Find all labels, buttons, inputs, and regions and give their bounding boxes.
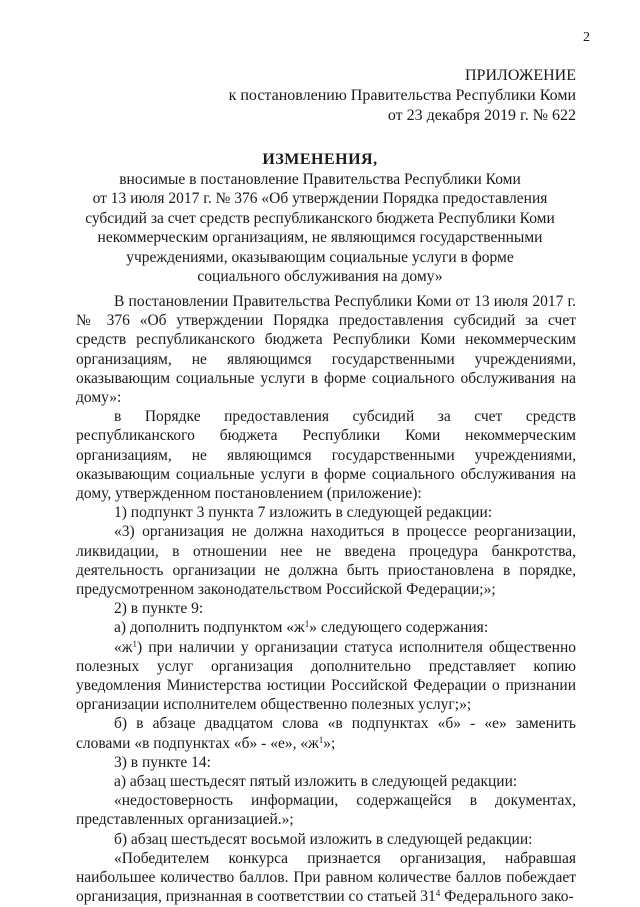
paragraph	[76, 618, 576, 637]
paragraph-text: Федерального зако-	[440, 888, 574, 906]
paragraph: «3) организация не должна находиться в процессе реорганизации, ликвидации, в отношении нее не введена процедура банкротства, деятельность организации не должна быть приостановлена в порядке, предусмотренном законодательством Российской Федерации;»;	[76, 523, 576, 599]
page-number: 2	[583, 30, 590, 45]
superscript: 1	[318, 734, 324, 745]
paragraph: б) абзац шестьдесят восьмой изложить в следующей редакции:	[114, 830, 533, 848]
appendix-date: от 23 декабря 2019 г. № 622	[387, 107, 576, 124]
document-title	[60, 150, 580, 287]
paragraph-text: » следующего содержания:	[309, 619, 489, 637]
appendix-label: ПРИЛОЖЕНИЕ	[464, 67, 576, 84]
title-line: учреждениями, оказывающим социальные услуги в форме	[126, 248, 514, 266]
paragraph-text: «Победителем конкурса признается организация, набравшая наибольшее количество баллов. При равном количестве баллов побеждает организация, признанная в соответствии со статьей 31	[76, 849, 576, 906]
paragraph-text: »;	[323, 734, 336, 752]
paragraph: 1) подпункт 3 пункта 7 изложить в следующей редакции:	[114, 504, 493, 522]
paragraph: В постановлении Правительства Республики Коми от 13 июля 2017 г. № 376 «Об утверждении Порядка предоставления субсидий за счет средств республиканского бюджета Республики Коми некоммерческим организациям, не являющимся государственными учреждениями, оказывающим социальные услуги в форме социального обслуживания на дому»:	[76, 293, 576, 407]
paragraph-text: а) дополнить подпунктом «ж	[114, 619, 305, 637]
document-body	[76, 292, 576, 907]
title-line: от 13 июля 2017 г. № 376 «Об утверждении Порядка предоставления	[92, 190, 548, 207]
paragraph: «недостоверность информации, содержащейся в документах, представленных организацией.»;	[76, 792, 576, 829]
paragraph	[76, 638, 576, 715]
paragraph: 2) в пункте 9:	[114, 600, 204, 618]
paragraph: в Порядке предоставления субсидий за счет средств республиканского бюджета Республики Коми некоммерческим организациям, не являющимся государственными учреждениями, оказывающим социальные услуги в форме социального обслуживания на дому, утвержденном постановлением (приложение):	[76, 408, 576, 503]
superscript: 1	[132, 638, 137, 649]
title-heading: ИЗМЕНЕНИЯ,	[262, 151, 378, 168]
paragraph	[76, 714, 576, 752]
paragraph: 3) в пункте 14:	[114, 753, 211, 771]
paragraph-text: ) при наличии у организации статуса исполнителя общественно полезных услуг организация дополнительно представляет копию уведомления Министерства юстиции Российской Федерации о признании организации исполнителем общественно полезных услуг;»;	[76, 638, 576, 714]
paragraph-text: б) в абзаце двадцатом слова «в подпунктах «б» - «е» заменить словами «в подпунктах «б» - «е», «ж	[76, 715, 576, 752]
title-line: вносимые в постановление Правительства Республики Коми	[119, 170, 521, 188]
superscript: 1	[304, 619, 310, 630]
paragraph: а) абзац шестьдесят пятый изложить в следующей редакции:	[114, 773, 518, 791]
superscript: 4	[435, 888, 441, 899]
appendix-reference: к постановлению Правительства Республики Коми	[228, 87, 576, 104]
title-line: социального обслуживания на дому»	[197, 268, 443, 285]
appendix-header	[200, 66, 576, 126]
title-line: некоммерческим организациям, не являющимся государственными	[97, 229, 543, 246]
paragraph-text: «ж	[114, 638, 133, 656]
title-line: субсидий за счет средств республиканского бюджета Республики Коми	[85, 209, 555, 227]
paragraph	[76, 849, 576, 907]
